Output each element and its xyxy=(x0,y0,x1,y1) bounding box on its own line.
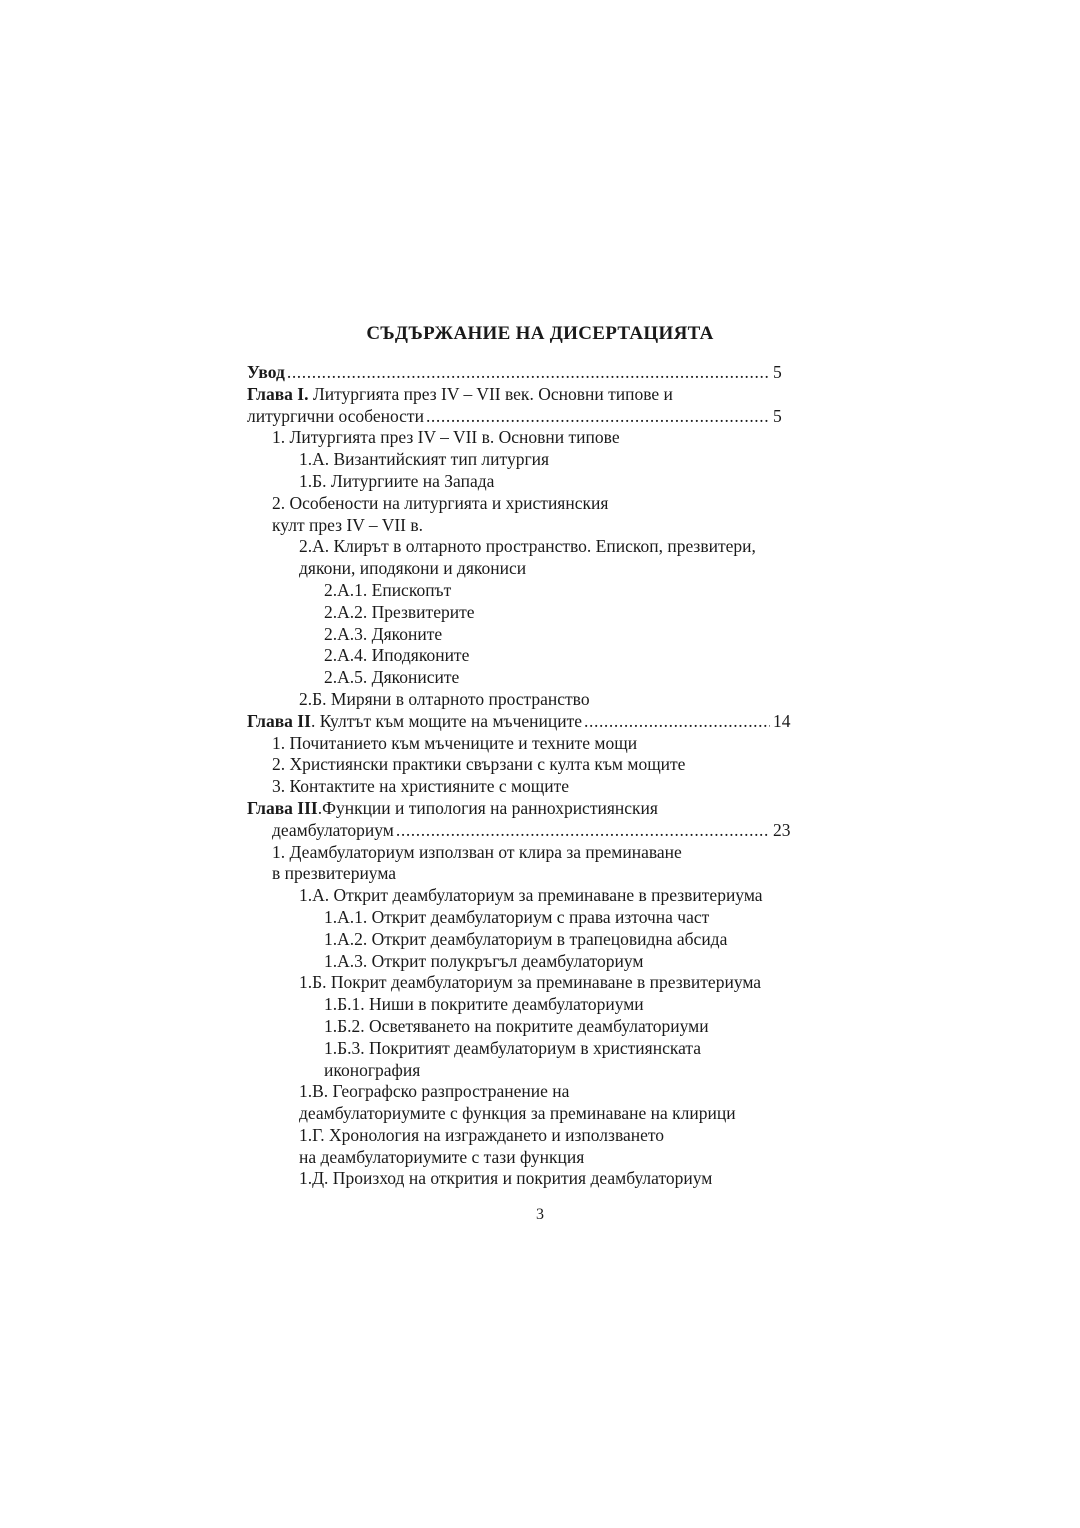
toc-item[interactable]: 1.А.3. Открит полукръгъл деамбулаториум xyxy=(324,950,644,971)
toc-page-number: 14 xyxy=(773,710,791,731)
toc-entry-chapter-3-cont[interactable] xyxy=(247,820,793,842)
toc-entry-label: Увод xyxy=(247,362,285,382)
toc-item[interactable]: 1.Б. Покрит деамбулаториум за преминаване в презвитериума xyxy=(299,972,762,993)
toc-item[interactable]: 1. Почитанието към мъчениците и техните мощи xyxy=(272,732,638,753)
toc-entry-chapter-1-cont[interactable] xyxy=(247,406,793,428)
chapter-title-cont: деамбулаториум xyxy=(272,819,394,840)
chapter-label: Глава III xyxy=(247,797,318,818)
toc-item-cont: иконография xyxy=(324,1059,421,1080)
toc-entry-intro[interactable] xyxy=(247,362,793,384)
dot-leader xyxy=(426,406,770,428)
toc-item[interactable]: 1.А.2. Открит деамбулаториум в трапецовидна абсида xyxy=(324,928,728,949)
toc-item[interactable]: 2.А.4. Иподяконите xyxy=(324,645,470,666)
toc-item[interactable]: 1.Б.1. Ниши в покритите деамбулаториуми xyxy=(324,994,644,1015)
toc-item[interactable]: 2. Християнски практики свързани с култа към мощите xyxy=(272,754,686,775)
toc-item[interactable]: 1.Б. Литургиите на Запада xyxy=(299,470,495,491)
chapter-label: Глава I. xyxy=(247,383,309,404)
toc-item-cont: в презвитериума xyxy=(272,863,397,884)
dot-leader xyxy=(396,820,770,842)
chapter-title: . Култът към мощите на мъчениците xyxy=(310,710,583,731)
table-of-contents xyxy=(247,362,847,1190)
toc-entry-chapter-1[interactable] xyxy=(247,384,847,406)
toc-item[interactable]: 2.А.1. Епископът xyxy=(324,579,452,600)
page-title: СЪДЪРЖАНИЕ НА ДИСЕРТАЦИЯТА xyxy=(366,323,714,344)
toc-item[interactable]: 2.А. Клирът в олтарното пространство. Епископ, презвитери, xyxy=(299,536,756,557)
toc-item[interactable]: 1.А. Византийският тип литургия xyxy=(299,449,550,470)
toc-item[interactable]: 1.А. Открит деамбулаториум за преминаване в презвитериума xyxy=(299,885,763,906)
toc-entry-chapter-3[interactable] xyxy=(247,798,847,820)
toc-item[interactable]: 2.Б. Миряни в олтарното пространство xyxy=(299,688,590,709)
toc-item[interactable]: 2.А.5. Дяконисите xyxy=(324,667,460,688)
chapter-label: Глава II xyxy=(247,710,311,731)
toc-item[interactable]: 2.А.3. Дяконите xyxy=(324,623,443,644)
chapter-title: .Функции и типология на раннохристиянския xyxy=(317,797,658,818)
chapter-title-cont: литургични особености xyxy=(247,405,424,426)
toc-page-number: 5 xyxy=(773,362,782,382)
toc-item-cont: култ през IV – VII в. xyxy=(272,514,424,535)
toc-item[interactable]: 1.Д. Произход на открития и покрития деамбулаториум xyxy=(299,1168,713,1189)
toc-item[interactable]: 2.А.2. Презвитерите xyxy=(324,601,475,622)
toc-item[interactable]: 1.Б.3. Покритият деамбулаториум в християнската xyxy=(324,1037,702,1058)
toc-item[interactable]: 1.А.1. Открит деамбулаториум с права източна част xyxy=(324,906,710,927)
toc-item[interactable]: 1.Б.2. Осветяването на покритите деамбулаториуми xyxy=(324,1015,709,1036)
toc-entry-chapter-2[interactable] xyxy=(247,711,793,733)
page-number: 3 xyxy=(536,1206,544,1223)
toc-item[interactable]: 1.Г. Хронология на изграждането и използването xyxy=(299,1124,665,1145)
toc-page-number: 23 xyxy=(773,819,791,840)
dot-leader xyxy=(584,711,770,733)
toc-item[interactable]: 1. Деамбулаториум използван от клира за преминаване xyxy=(272,841,682,862)
toc-item-cont: на деамбулаториумите с тази функция xyxy=(299,1146,585,1167)
dot-leader xyxy=(287,362,770,384)
toc-item[interactable]: 2. Особености на литургията и християнския xyxy=(272,492,609,513)
toc-item[interactable]: 3. Контактите на християните с мощите xyxy=(272,776,570,797)
toc-item-cont: деамбулаториумите с функция за преминаване на клирици xyxy=(299,1103,736,1124)
toc-page-number: 5 xyxy=(773,405,782,426)
toc-item[interactable]: 1. Литургията през IV – VII в. Основни типове xyxy=(272,427,620,448)
toc-item-cont: дякони, иподякони и дякониси xyxy=(299,558,527,579)
chapter-title: Литургията през IV – VII век. Основни типове и xyxy=(308,383,673,404)
toc-item[interactable]: 1.В. Географско разпространение на xyxy=(299,1081,570,1102)
